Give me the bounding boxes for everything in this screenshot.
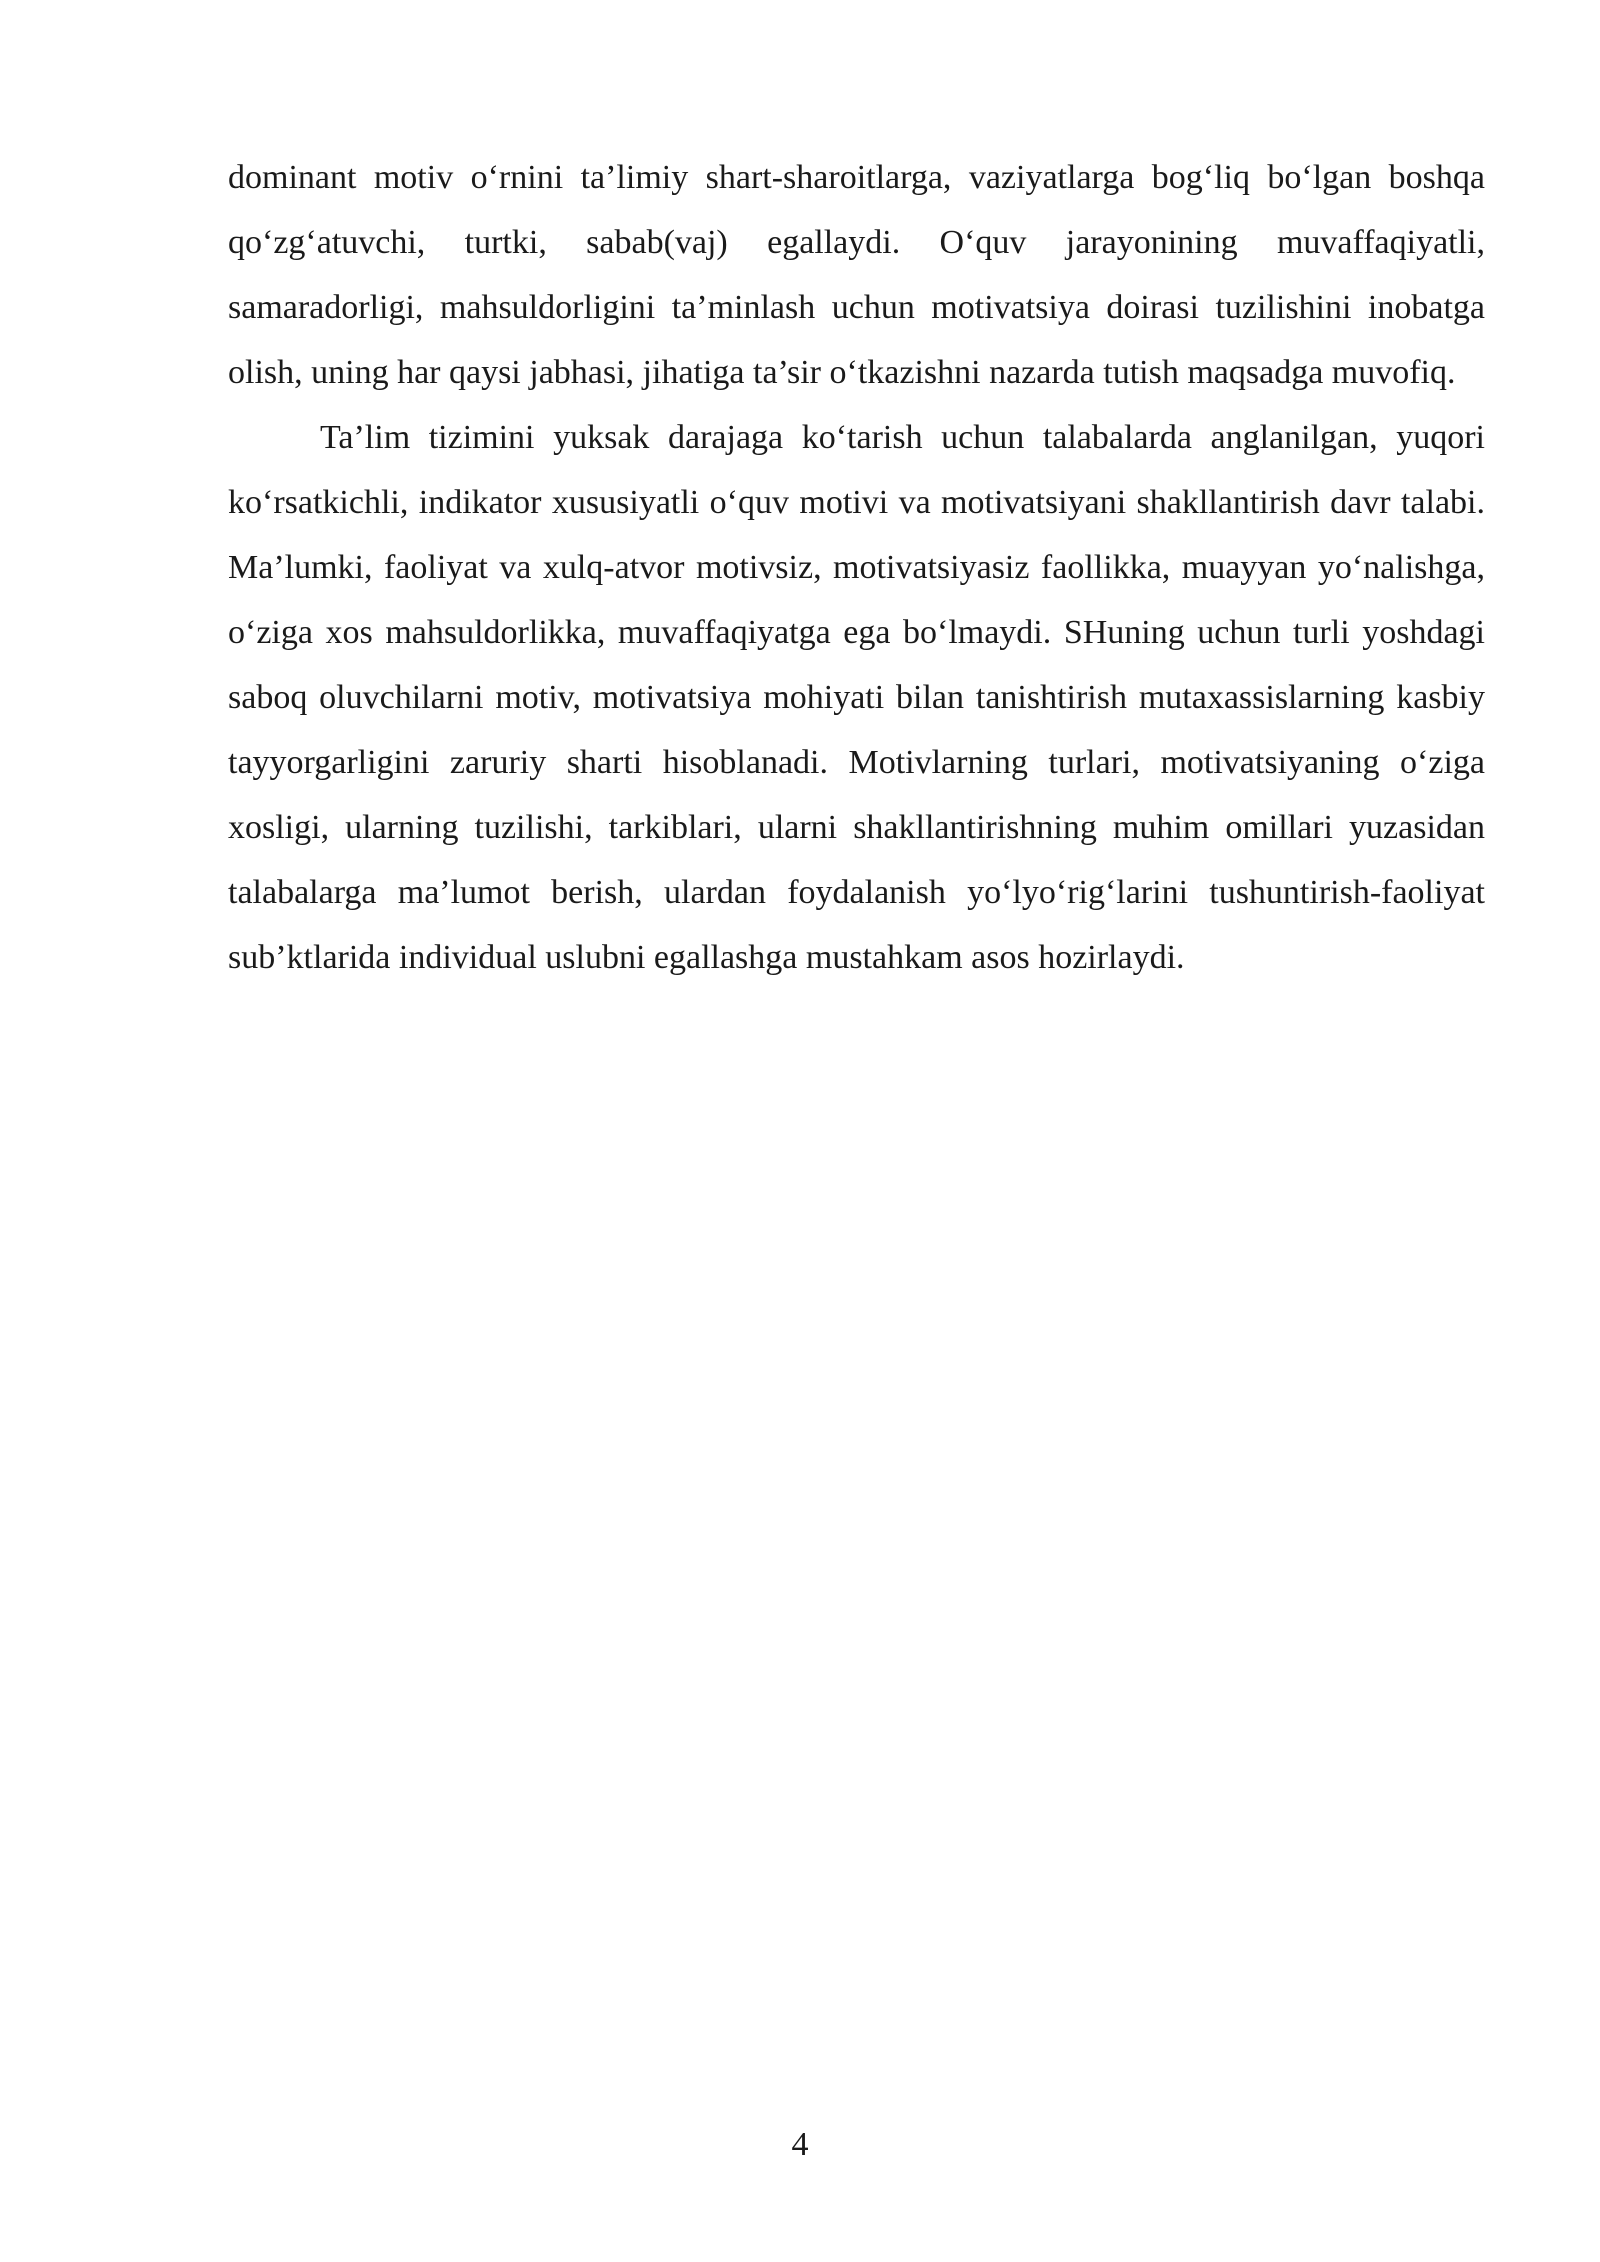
- paragraph-motivation: Ta’lim tizimini yuksak darajaga ko‘tarish uchun talabalarda anglanilgan, yuqori ko‘rsatkichli, indikator xususiyatli o‘quv motivi va motivatsiyani shakllantirish davr talabi. Ma’lumki, faoliyat va xulq-atvor motivsiz, motivatsiyasiz faollikka, muayyan yo‘nalishga, o‘ziga xos mahsuldorlikka, muvaffaqiyatga ega bo‘lmaydi. SHuning uchun turli yoshdagi saboq oluvchilarni motiv, motivatsiya mohiyati bilan tanishtirish mutaxassislarning kasbiy tayyorgarligini zaruriy sharti hisoblanadi. Motivlarning turlari, motivatsiyaning o‘ziga xosligi, ularning tuzilishi, tarkiblari, ularni shakllantirishning muhim omillari yuzasidan talabalarga ma’lumot berish, ulardan foydalanish yo‘lyo‘rig‘larini tushuntirish-faoliyat sub’ktlarida individual uslubni egallashga mustahkam asos hozirlaydi.: [228, 419, 1485, 976]
- paragraph-continuation: dominant motiv o‘rnini ta’limiy shart-sharoitlarga, vaziyatlarga bog‘liq bo‘lgan boshqa qo‘zg‘atuvchi, turtki, sabab(vaj) egallaydi. O‘quv jarayonining muvaffaqiyatli, samaradorligi, mahsuldorligini ta’minlash uchun motivatsiya doirasi tuzilishini inobatga olish, uning har qaysi jabhasi, jihatiga ta’sir o‘tkazishni nazarda tutish maqsadga muvofiq.: [228, 159, 1485, 391]
- page-body: [228, 145, 1485, 990]
- page-number: 4: [791, 2126, 809, 2163]
